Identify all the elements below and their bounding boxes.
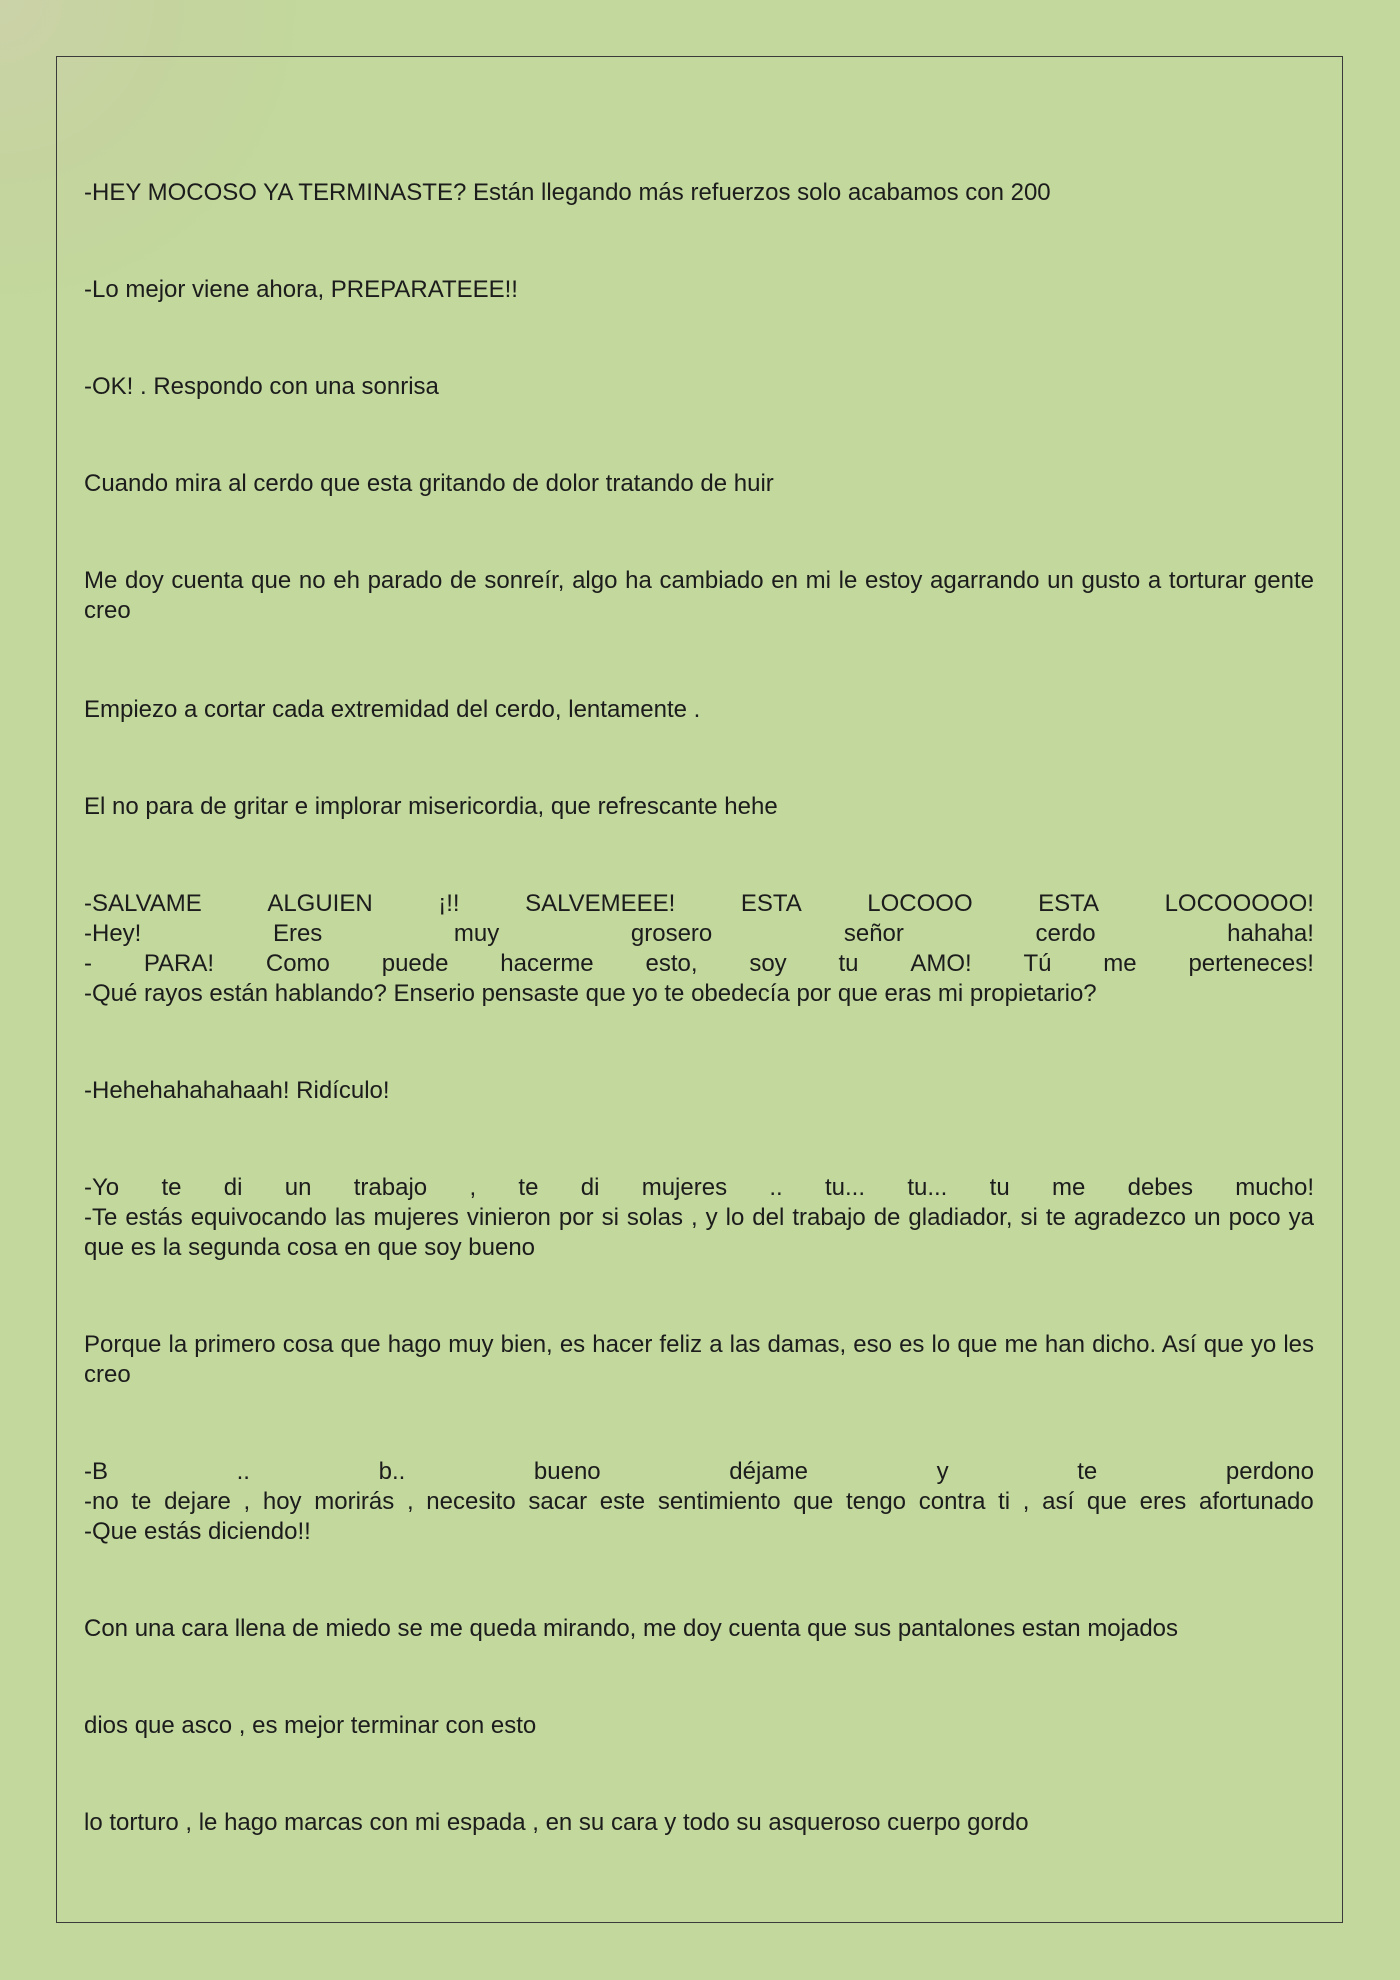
word: tu... bbox=[907, 1174, 948, 1201]
word: trabajo bbox=[353, 1174, 428, 1201]
word: tu... bbox=[825, 1174, 866, 1201]
word: mujeres bbox=[641, 1174, 728, 1201]
word: , bbox=[1022, 1488, 1030, 1515]
word: y bbox=[936, 1458, 949, 1485]
dialogue-line: -Qué rayos están hablando? Enserio pensaste que yo te obedecía por que eras mi propietario? bbox=[84, 980, 1097, 1007]
word: eres bbox=[1139, 1488, 1187, 1515]
word: PARA! bbox=[143, 950, 215, 977]
word: bueno bbox=[533, 1458, 601, 1485]
paragraph-3: -OK! . Respondo con una sonrisa bbox=[84, 373, 439, 400]
dialogue-block-1 bbox=[84, 889, 1314, 1009]
word: este bbox=[599, 1488, 646, 1515]
word: Como bbox=[265, 950, 330, 977]
word: así bbox=[1042, 1488, 1075, 1515]
paragraph-15: lo torturo , le hago marcas con mi espada , en su cara y todo su asqueroso cuerpo gordo bbox=[84, 1809, 1029, 1836]
word: sentimiento bbox=[657, 1488, 781, 1515]
word: SALVEMEEE! bbox=[525, 890, 676, 917]
word: -SALVAME bbox=[84, 890, 202, 917]
word: debes bbox=[1127, 1174, 1193, 1201]
word: LOCOOO bbox=[867, 890, 973, 917]
paragraph-7: El no para de gritar e implorar misericordia, que refrescante hehe bbox=[84, 793, 778, 820]
justified-line bbox=[84, 889, 1314, 919]
word: muy bbox=[453, 920, 500, 947]
dialogue-line: -Que estás diciendo!! bbox=[84, 1518, 311, 1545]
paragraph-11: Porque la primero cosa que hago muy bien, es hacer feliz a las damas, eso es lo que me han dicho. Así que yo les creo bbox=[84, 1331, 1314, 1388]
word: dejare bbox=[164, 1488, 231, 1515]
justified-line bbox=[84, 1487, 1314, 1517]
word: cerdo bbox=[1035, 920, 1096, 947]
word: ALGUIEN bbox=[267, 890, 373, 917]
word: un bbox=[284, 1174, 312, 1201]
word: te bbox=[1077, 1458, 1098, 1485]
word: b.. bbox=[378, 1458, 406, 1485]
word: que bbox=[1086, 1488, 1127, 1515]
word: contra bbox=[918, 1488, 986, 1515]
word: grosero bbox=[630, 920, 713, 947]
word: tu bbox=[989, 1174, 1010, 1201]
paragraph-14: dios que asco , es mejor terminar con esto bbox=[84, 1712, 537, 1739]
word: hahaha! bbox=[1227, 920, 1314, 947]
word: tengo bbox=[845, 1488, 907, 1515]
word: -Yo bbox=[84, 1174, 120, 1201]
paragraph-9: -Hehehahahahaah! Ridículo! bbox=[84, 1077, 390, 1104]
word: esto, bbox=[645, 950, 698, 977]
word: Eres bbox=[272, 920, 323, 947]
paragraph-5: Me doy cuenta que no eh parado de sonreír, algo ha cambiado en mi le estoy agarrando un gusto a torturar gente creo bbox=[84, 567, 1314, 624]
word: .. bbox=[236, 1458, 250, 1485]
paragraph-4: Cuando mira al cerdo que esta gritando de dolor tratando de huir bbox=[84, 470, 774, 497]
word: te bbox=[518, 1174, 539, 1201]
word: -B bbox=[84, 1458, 108, 1485]
word: AMO! bbox=[910, 950, 972, 977]
word: - bbox=[84, 950, 92, 977]
word: , bbox=[243, 1488, 251, 1515]
word: hoy bbox=[262, 1488, 302, 1515]
word: Tú bbox=[1023, 950, 1052, 977]
paragraph-13: Con una cara llena de miedo se me queda mirando, me doy cuenta que sus pantalones estan mojados bbox=[84, 1615, 1179, 1642]
word: LOCOOOOO! bbox=[1164, 890, 1314, 917]
word: hacerme bbox=[500, 950, 594, 977]
paragraph-2: -Lo mejor viene ahora, PREPARATEEE!! bbox=[84, 276, 518, 303]
word: me bbox=[1103, 950, 1137, 977]
word: que bbox=[793, 1488, 834, 1515]
word: , bbox=[469, 1174, 477, 1201]
justified-line bbox=[84, 919, 1314, 949]
word: -Hey! bbox=[84, 920, 142, 947]
word: perdono bbox=[1225, 1458, 1314, 1485]
word: ESTA bbox=[1038, 890, 1100, 917]
word: mucho! bbox=[1235, 1174, 1314, 1201]
word: soy bbox=[749, 950, 787, 977]
word: sacar bbox=[528, 1488, 588, 1515]
word: tu bbox=[838, 950, 859, 977]
word: te bbox=[131, 1488, 152, 1515]
word: ESTA bbox=[740, 890, 802, 917]
word: te bbox=[161, 1174, 182, 1201]
word: morirás bbox=[314, 1488, 395, 1515]
word: afortunado bbox=[1198, 1488, 1314, 1515]
dialogue-block-3 bbox=[84, 1457, 1314, 1547]
word: déjame bbox=[729, 1458, 808, 1485]
word: me bbox=[1051, 1174, 1086, 1201]
word: ti bbox=[998, 1488, 1011, 1515]
word: perteneces! bbox=[1188, 950, 1314, 977]
word: di bbox=[223, 1174, 243, 1201]
paragraph-1: -HEY MOCOSO YA TERMINASTE? Están llegando más refuerzos solo acabamos con 200 bbox=[84, 179, 1051, 206]
word: puede bbox=[381, 950, 449, 977]
word: di bbox=[580, 1174, 600, 1201]
justified-line bbox=[84, 949, 1314, 979]
dialogue-paragraph: -Te estás equivocando las mujeres vinieron por si solas , y lo del trabajo de gladiador, si te agradezco un poco ya que es la segunda cosa en que soy bueno bbox=[84, 1204, 1314, 1261]
word: ¡!! bbox=[438, 890, 460, 917]
word: -no bbox=[84, 1488, 119, 1515]
justified-line bbox=[84, 1173, 1314, 1203]
justified-line bbox=[84, 1457, 1314, 1487]
dialogue-block-2 bbox=[84, 1173, 1314, 1263]
word: .. bbox=[769, 1174, 783, 1201]
word: , bbox=[406, 1488, 414, 1515]
word: señor bbox=[843, 920, 904, 947]
word: necesito bbox=[426, 1488, 516, 1515]
paragraph-6: Empiezo a cortar cada extremidad del cerdo, lentamente . bbox=[84, 696, 701, 723]
